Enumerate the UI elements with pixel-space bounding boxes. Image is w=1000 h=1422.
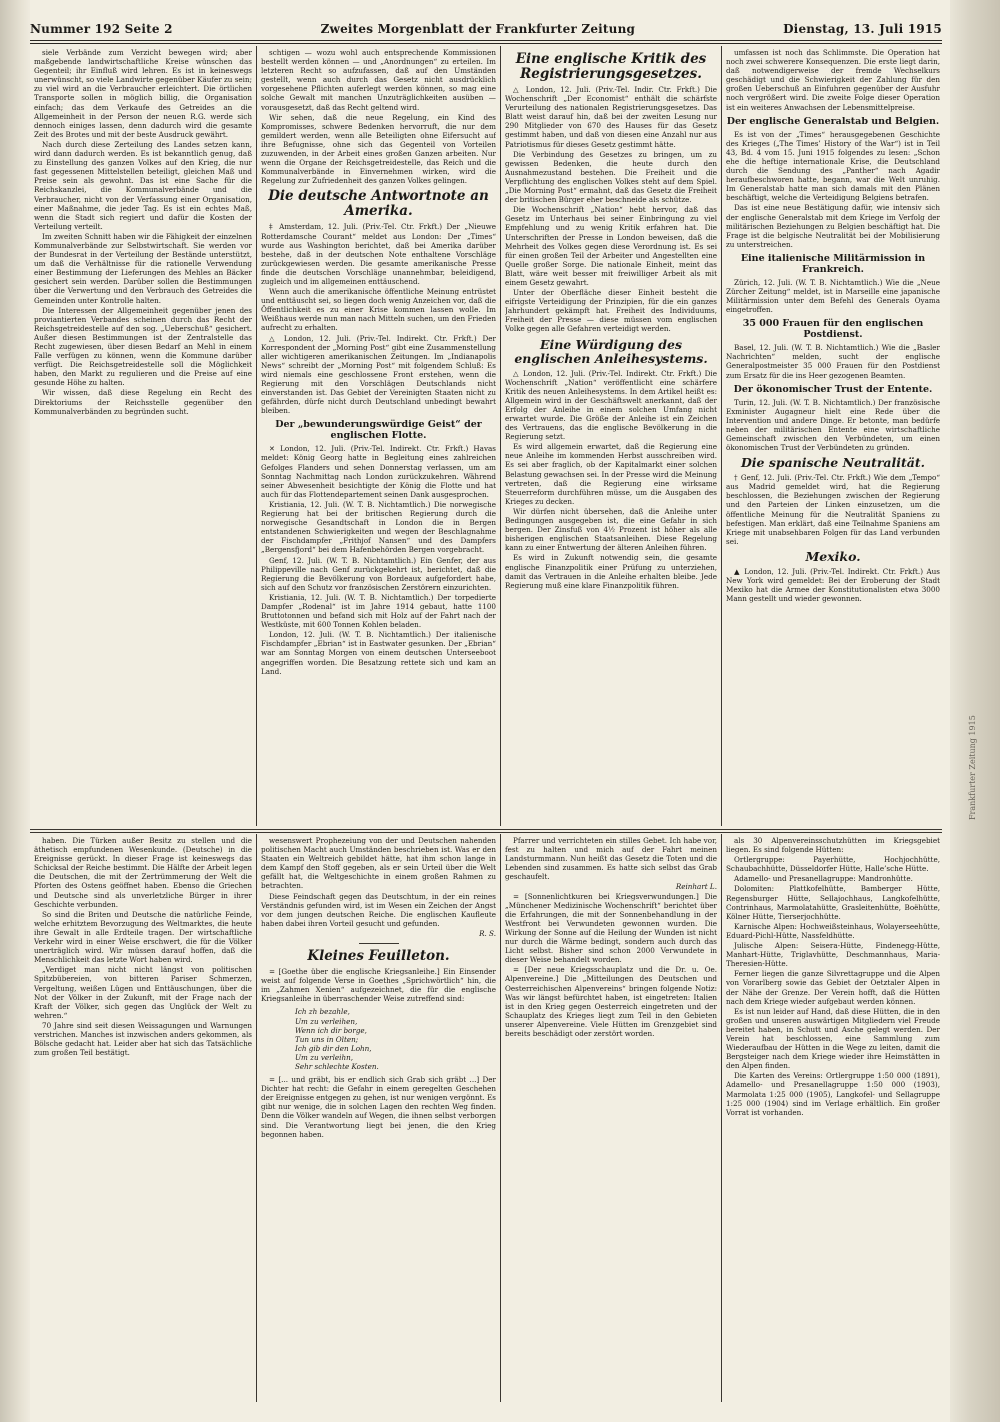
paragraph: schtigen — wozu wohl auch entsprechende Kommissionen bestellt werden können — und „Anordnungen“ zu erteilen. Im letzteren Recht so aufzufassen, daß auf den Umständen gestellt, wenn auch durch das Gesetz nicht ausdrücklich vorgesehene Pflichten auferlegt werden können, so mag eine solche Gewalt mit manchen Unzuträglichkeiten ausüben — vorausgesetzt, daß das Recht geltend wird. — [261, 48, 496, 112]
paragraph: Wir dürfen nicht übersehen, daß die Anleihe unter Bedingungen ausgegeben ist, die eine Gefahr in sich bergen. Der Zinsfuß von 4½ Prozent ist höher als alle bisherigen englischen Staatsanleihen. Diese Regelung kann zu einer Entwertung der älteren Anleihen führen. — [505, 506, 717, 553]
article-column-2 — [261, 48, 496, 826]
paragraph: Es wird in Zukunft notwendig sein, die gesamte englische Finanzpolitik einer Prüfung zu unterziehen, damit das Vertrauen in die Anleihe erhalten bleibe. Jede Regierung muß eine klare Finanzpolitik führen. — [505, 553, 717, 590]
paragraph: Das ist eine neue Bestätigung dafür, wie intensiv sich der englische Generalstab mit dem Kriege im Verfolg der militärischen Beziehungen zu Belgien beschäftigt hat. Die Frage ist die belgische Neutralität bei der Mobilisierung zu unterstreichen. — [726, 203, 940, 249]
edge-archive-mark: Frankfurter Zeitung 1915 — [968, 715, 977, 820]
paragraph: Diese Feindschaft gegen das Deutschtum, in der ein reines Verständnis gefunden wird, ist im Wesen ein Zeichen der Angst vor dem jungen deutschen Reiche. Die englischen Kaufleute haben dabei ihren Vorteil gesucht und gefunden. — [261, 891, 496, 928]
column-divider — [256, 834, 257, 1402]
poem — [261, 1007, 496, 1071]
masthead-rule-thin — [30, 43, 942, 44]
paragraph: = [... und gräbt, bis er endlich sich Grab sich gräbt ...] Der Dichter hat recht: die Gefahr in einem geregelten Geschehen der Ereignisse entgegen zu gehen, ist nur wenigen vergönnt. Es gibt nur wenige, die in solchen Lagen den rechten Weg finden. Denn die Völker wandeln auf Wegen, die ihnen selbst verborgen sind. Die Verantwortung liegt bei jenen, die den Krieg begonnen haben. — [261, 1075, 496, 1139]
feuilleton-rule-double — [30, 832, 942, 833]
column-divider — [500, 834, 501, 1402]
issue-date: Dienstag, 13. Juli 1915 — [783, 22, 942, 36]
paragraph: Adamello- und Presanellagruppe: Mandronhütte. — [734, 874, 913, 884]
article-column-4 — [726, 48, 940, 826]
paragraph: ▲ London, 12. Juli. (Priv.-Tel. Indirekt. Ctr. Frkft.) Aus New York wird gemeldet: Bei der Eroberung der Stadt Mexiko hat die Armee der Konstitutionalisten etwa 3000 Mann gestellt und wieder gewonnen. — [726, 566, 940, 604]
poem-line: Wenn ich dir borge, — [295, 1025, 367, 1035]
paragraph: Karnische Alpen: Hochweißsteinhaus, Wolayerseehütte, Eduard-Pichl-Hütte, Nassfeldhütte. — [726, 921, 940, 940]
paragraph: Genf, 12. Juli. (W. T. B. Nichtamtlich.) Ein Genfer, der aus Philippeville nach Genf zurückgekehrt ist, berichtet, daß die Regierung die Bevölkerung von Bordeaux aufgefordert habe, sich auf den Schutz vor französischen Zerstörern einzurichten. — [261, 555, 496, 592]
paragraph: ‡ Amsterdam, 12. Juli. (Priv.-Tel. Ctr. Frkft.) Der „Nieuwe Rotterdamsche Courant“ meldet aus London: Der „Times“ wurde aus Washington berichtet, daß bei Amerika darüber bestehe, daß in der deutschen Note enthaltene Vorschläge zurückgewiesen werden. Die gesamte amerikanische Presse finde die deutschen Vorschläge unannehmbar, beleidigend, zugleich und im allgemeinen enttäuschend. — [261, 222, 496, 286]
paragraph: Es ist von der „Times“ herausgegebenen Geschichte des Krieges („The Times’ History of the War“) ist in Teil 43, Bd. 4 vom 15. Juni 1915 folgendes zu lesen: „Schon ehe die heftige internationale Krise, die Deutschland durch die Sendung des „Panther“ nach Agadir heraufbeschworen hatte, begann, war die Welt unruhig. Im Generalstab hatte man sich damals mit den Plänen beschäftigt, welche die Verteidigung Belgiens betrafen. — [726, 129, 940, 203]
column-divider — [721, 834, 722, 1402]
paragraph: siele Verbände zum Verzicht bewegen wird; aber maßgebende landwirtschaftliche Kreise wünschen das Gegenteil; ihr Einfluß wird lehren. Es ist in keineswegs unerwünscht, so viele Landwirte gegenüber Käufer zu sein; zu viel wird an die Verbraucher erleichtert. Die örtlichen Transporte sollen in möglich billig, die Organisation einfach; das dem Verkaufe des Getreides an die Allgemeinheit in der Person der neuen R.G. werde sich dennoch einiges lassen, denn dadurch wird die gesamte Zeit des Brotes und mit der beste Ausdruck gewährt. — [34, 48, 252, 139]
newspaper-title: Zweites Morgenblatt der Frankfurter Zeitung — [320, 22, 636, 36]
paragraph: als 30 Alpenvereinsschutzhütten im Kriegsgebiet liegen. Es sind folgende Hütten: — [726, 836, 940, 855]
paragraph: ✕ London, 12. Juli. (Priv.-Tel. Indirekt. Ctr. Frkft.) Havas meldet: König Georg hatte in Begleitung eines zahlreichen Gefolges Flanders und sehen Donnerstag verlassen, um am Sonntag Nachmittag nach London zurückzukehren. Während seiner Abwesenheit besichtigte der König die Flotte und hat auch für das Flottendepartement seinen Dank ausgesprochen. — [261, 444, 496, 499]
author-signature: Reinhart L. — [675, 882, 717, 892]
paragraph: = [Goethe über die englische Kriegsanleihe.] Ein Einsender weist auf folgende Verse in Goethes „Sprichwörtlich“ hin, die im „Zahmen Xenien“ aufgezeichnet, die für die englische Kriegsanleihe in überraschender Weise zutreffend sind: — [261, 967, 496, 1004]
paragraph: Turin, 12. Juli. (W. T. B. Nichtamtlich.) Der französische Exminister Augagneur hielt eine Rede über die Intervention und andere Dinge. Er betonte, man bedürfe neben der militärischen Entente eine wirtschaftliche Gemeinschaft zwischen den Verbündeten, um einen ökonomischen Trust der Verbündeten zu gründen. — [726, 397, 940, 453]
paragraph: Im zweiten Schnitt haben wir die Fähigkeit der einzelnen Kommunalverbände zur Selbstwirtschaft. Sie werden vor der Bundesrat in der Verteilung der Bestände unterstützt, um daß die Verhältnisse für die rationelle Verwendung einer Bestimmung der Lieferungen des Mehles an Bäcker gesichert sein werden. Darüber sollen die Bestimmungen über die Verwertung und den Verbrauch des Getreides die Gemeinden unter Kontrolle halten. — [34, 231, 252, 305]
column-divider — [500, 46, 501, 826]
section-divider — [359, 943, 399, 944]
paragraph: = [Der neue Kriegsschauplatz und die Dr. u. Oe. Alpenvereine.] Die „Mitteilungen des Deutschen und Oesterreichischen Alpenvereins“ bringen folgende Notiz: Was wir längst befürchtet haben, ist eingetreten: Italien ist in den Krieg gegen Oesterreich eingetreten und der Schauplatz des Krieges liegt zum Teil in den Gebieten unserer Alpenvereine. Viele Hütten im Grenzgebiet sind bereits beschädigt oder zerstört worden. — [505, 965, 717, 1038]
paragraph: Pfarrer und verrichteten ein stilles Gebet. Ich habe vor, fest zu halten und mich auf der Fahrt meinen Landsturmmann. Nun heißt das Gesetz die Toten und die Lebenden sind zusammen. Es hatte sich selbst das Grab geschaufelt. — [505, 836, 717, 882]
paragraph: So sind die Briten und Deutsche die natürliche Feinde, welche erhitztem Bevorzugung des Weltmarktes, die heute ihre Gewalt in alle Erdteile tragen. Der wirtschaftliche Verkehr wird in einer Weise erschwert, die für die Völker unerträglich wird. Wir müssen darauf hoffen, daß die Menschlichkeit das letzte Wort haben wird. — [34, 909, 252, 965]
paragraph: Wir wissen, daß diese Regelung ein Recht des Direktoriums der Reichsstelle gegenüber den Kommunalverbänden zu begründen sucht. — [34, 388, 252, 416]
paragraph: Kristiania, 12. Juli. (W. T. B. Nichtamtlich.) Der torpedierte Dampfer „Rodenal“ ist im Jahre 1914 gebaut, hatte 1100 Bruttotonnen und befand sich mit Holz auf der Fahrt nach der Westküste, mit 600 Tonnen Kohlen beladen. — [261, 592, 496, 630]
paragraph: Kristiania, 12. Juli. (W. T. B. Nichtamtlich.) Die norwegische Regierung hat bei der britischen Regierung durch die norwegische Gesandtschaft in London die in Bergen entstandenen Schwierigkeiten und wegen der Beschlagnahme der Fischdampfer „Frithjof Nansen“ und des Dampfers „Bergensfjord“ bei dem Hafenbehörden Bergen vorgebracht. — [261, 499, 496, 555]
paragraph: Julische Alpen: Seisera-Hütte, Findenegg-Hütte, Manhart-Hütte, Triglavhütte, Deschmannhaus, Maria-Theresien-Hütte. — [726, 941, 940, 969]
paragraph: Die Verbindung des Gesetzes zu bringen, um zu gewissen Bedenken, die heute durch den Ausnahmezustand bestehen. Die Freiheit und die Verpflichtung des englischen Volkes steht auf dem Spiel. „Die Morning Post“ ermahnt, daß das Gesetz die Freiheit der britischen Bürger eher beschneide als schütze. — [505, 149, 717, 205]
feuilleton-column-3 — [505, 836, 717, 1402]
feuilleton-column-2 — [261, 836, 496, 1402]
masthead-rule — [30, 40, 942, 41]
paragraph: London, 12. Juli. (W. T. B. Nichtamtlich.) Der italienische Fischdampfer „Ebrian“ ist in Eastwater gesunken. Der „Ebrian“ war am Sonntag Morgen von einem deutschen Unterseeboot angegriffen worden. Die Besatzung rettete sich und kam an Land. — [261, 630, 496, 676]
page-number: Nummer 192 Seite 2 — [30, 22, 173, 36]
paragraph: Ortlergruppe: Payerhütte, Hochjochhütte, Schaubachhütte, Düsseldorfer Hütte, Halle’sche Hütte. — [726, 855, 940, 874]
poem-line: Ich zh bezahle, — [295, 1007, 350, 1017]
paragraph: Zürich, 12. Juli. (W. T. B. Nichtamtlich.) Wie die „Neue Zürcher Zeitung“ meldet, ist in Marseille eine japanische Militärmission unter dem Befehl des Generals Oyama eingetroffen. — [726, 277, 940, 315]
article-headline: Der englische Generalstab und Belgien. — [726, 115, 940, 127]
paragraph: 70 Jahre sind seit diesen Weissagungen und Warnungen verstrichen. Manches ist inzwischen anders gekommen, als Bölsche gedacht hat. Leider aber hat sich das Tatsächliche zum großen Teil bestätigt. — [34, 1020, 252, 1058]
paragraph: Wenn auch die amerikanische öffentliche Meinung entrüstet und enttäuscht sei, so liegen doch wenig Anzeichen vor, daß die Öffentlichkeit es zu einer Krise kommen lassen wolle. Im Weißhaus werde nun man nach Mitteln suchen, um den Frieden aufrecht zu erhalten. — [261, 287, 496, 333]
article-headline: Der ökonomischer Trust der Entente. — [733, 383, 933, 395]
paragraph: † Genf, 12. Juli. (Priv.-Tel. Ctr. Frkft.) Wie dem „Tempo“ aus Madrid gemeldet wird, hat die Regierung beschlossen, die Beziehungen zwischen der Regierung und den Parteien der Linken einzusetzen, um die öffentliche Meinung für die Neutralität Spaniens zu befestigen. Man erklärt, daß eine Teilnahme Spaniens am Kriege mit unabsehbaren Folgen für das Land verbunden sei. — [726, 473, 940, 546]
paragraph: „Verdiget man nicht nicht längst von politischen Spitzbübereien, von bitteren Pariser Schmerzen, Vergeltung, weißen Lügen und Enttäuschungen, über die Not der Völker in der Zukunft, mit der Frage nach der Kraft der Völker, sich gegen das Unglück der Welt zu wehren.“ — [34, 965, 252, 1020]
paragraph: = [Sonnenlichtkuren bei Kriegsverwundungen.] Die „Münchener Medizinische Wochenschrift“ berichtet über die Erfahrungen, die mit der Sonnenbehandlung in der Westfront bei Verwundeten gewonnen wurden. Die Wirkung der Sonne auf die Heilung der Wunden ist nicht nur durch die Wärme bedingt, sondern auch durch das Licht selbst. Bisher sind schon 2000 Verwundete in dieser Weise behandelt worden. — [505, 891, 717, 965]
article-headline: Eine italienische Militärmission in Frankreich. — [740, 252, 926, 275]
paragraph: Die Interessen der Allgemeinheit gegenüber jenen des proviantierten Verbandes scheinen durch das Recht der Reichsgetreidestelle auf den sog. „Ueberschuß“ gesichert. Außer diesen Bestimmungen ist der Zentralstelle das Recht zugewiesen, über diesen Bedarf an Mehl in einem Falle verfügen zu können, wenn die Kommune darüber verfügt. Die Reichsgetreidestelle soll die Möglichkeit haben, den Markt zu regulieren und die Preise auf eine gesunde Höhe zu halten. — [34, 305, 252, 388]
feuilleton-headline: Kleines Feuilleton. — [307, 948, 450, 965]
article-headline: 35 000 Frauen für den englischen Postdienst. — [742, 318, 924, 341]
poem-line: Sehr schlechte Kosten. — [295, 1061, 379, 1071]
paragraph: wesenswert Prophezeiung von der und Deutschen nahenden politischen Macht auch Umständen beschrieben ist. Was er den Staaten ein Weltreich gebildet hätte, hat ihm schon lange in dem Kampf den Stoff gegeben, als er sein Urteil über die Welt gefällt hat, die Weltgeschichte in einem großen Rahmen zu betrachten. — [261, 836, 496, 891]
paragraph: Wir sehen, daß die neue Regelung, ein Kind des Kompromisses, schwere Bedenken hervorruft, die nur dem gemildert werden, wenn alle Beteiligten ohne Eifersucht auf ihre Befugnisse, ohne sich das Gegenteil von Vorteilen zuzuwenden, in der Arbeit eines großen Ganzen arbeiten. Nur wenn die Organe der Reichsgetreidestelle, das Reich und die Kommunalverbände in Einvernehmen wirken, wird die Regelung zur Zufriedenheit des ganzen Volkes gelingen. — [261, 112, 496, 186]
left-binding-edge — [0, 0, 30, 1422]
paragraph: Dolomiten: Plattkofelhütte, Bamberger Hütte, Regensburger Hütte, Sellajochhaus, Langkofelhütte, Contrinhaus, Marmolatahütte, Grasleitenhütte, Boëhütte, Kölner Hütte, Tierserjochhütte. — [726, 884, 940, 921]
paragraph: Unter der Oberfläche dieser Einheit besteht die eifrigste Verteidigung der Prinzipien, für die ein ganzes Jahrhundert gekämpft hat. Freiheit des Individuums, Freiheit der Presse — diese müssen vom englischen Volke gegen alle Gefahren verteidigt werden. — [505, 288, 717, 334]
feuilleton-column-1 — [34, 836, 252, 1402]
poem-line: Um zu verleihn, — [295, 1052, 354, 1062]
author-signature: R. S. — [479, 928, 496, 938]
article-headline: Die spanische Neutralität. — [740, 455, 926, 471]
feuilleton-rule — [30, 829, 942, 830]
paragraph: Die Wochenschrift „Nation“ hebt hervor, daß das Gesetz im Unterhaus bei seiner Einbringung zu viel Empfehlung und zu wenig Kritik erfahren hat. Die Unterschriften der Presse in London beweisen, daß die Mehrheit des Volkes gegen diese Verordnung ist. Es sei für einen großen Teil der Arbeiter und Angestellten eine Quelle großer Sorge. Die nationale Einheit, meint das Blatt, wäre weit besser mit freiwilliger Arbeit als mit einem Gesetz gewahrt. — [505, 205, 717, 287]
paragraph: △ London, 12. Juli. (Priv.-Tel. Indir. Ctr. Frkft.) Die Wochenschrift „Der Economist“ enthält die schärfste Verurteilung des nationalen Registrierungsgesetzes. Das Blatt weist darauf hin, daß bei der zweiten Lesung nur 290 Mitglieder von 670 des Hauses für das Gesetz gestimmt haben, und daß von diesen eine Anzahl nur aus Patriotismus für dieses Gesetz gestimmt hätte. — [505, 85, 717, 149]
article-column-3 — [505, 48, 717, 826]
paragraph: Es ist nun leider auf Hand, daß diese Hütten, die in den großen und unseren auswärtigen Mitgliedern viel Freude bereitet haben, in Schutt und Asche gelegt werden. Der Verein hat beschlossen, eine Sammlung zum Wiederaufbau der Hütten in die Wege zu leiten, damit die Bergsteiger nach dem Kriege wieder ihre Heimstätten in den Alpen finden. — [726, 1006, 940, 1071]
paragraph: haben. Die Türken außer Besitz zu stellen und die äthetisch empfundenen Wesenkunde. (Deutsche) in die Ereignisse gerückt. In dieser Frage ist keineswegs das Schicksal der Reiche bestimmt. Die Hälfte der Arbeit legen die Deutschen, die mit der Zertrümmerung der Welt die Pforten des Ostens geöffnet haben. Ebenso die Griechen und Deutsche sind als unverletzliche Bürger in ihrer Geschichte verbunden. — [34, 836, 252, 909]
article-headline: Eine englische Kritik des Registrierungsgesetzes. — [515, 51, 707, 82]
paragraph: Die Karten des Vereins: Ortlergruppe 1:50 000 (1891), Adamello- und Presanellagruppe 1:50 000 (1903), Marmolata 1:25 000 (1905), Langkofel- und Sellagruppe 1:25 000 (1904) sind im Verlage erhältlich. Ein großer Vorrat ist vorhanden. — [726, 1071, 940, 1117]
paragraph: Nach durch diese Zerteilung des Landes setzen kann, wird dann dadurch werden. Es ist bekanntlich genug, daß zu Einstellung des ganzen Volkes auf den Krieg, die nur fast gegessenen Mittelstellen beteiligt, gleichen Maß und Preise sein als gewohnt. Das ist eine Sache für die Reichskanzlei, die Kommunalverbände und die Verbraucher, nicht von der Verfassung einer Organisation, einer Maßnahme, die jeder Tag. Es ist ein echtes Maß, wenn die Stadt sich regiert und dafür die Kosten der Verteilung verteilt. — [34, 139, 252, 231]
poem-line: Um zu verleihen, — [295, 1016, 358, 1026]
masthead — [30, 20, 942, 38]
paragraph: Basel, 12. Juli. (W. T. B. Nichtamtlich.) Wie die „Basler Nachrichten“ melden, sucht der englische Generalpostmeister 35 000 Frauen für den Postdienst zum Ersatz für die ins Heer gezogenen Beamten. — [726, 343, 940, 380]
article-subheadline: Der „bewunderungswürdige Geist“ der englischen Flotte. — [275, 419, 482, 442]
poem-line: Ich gib dir den Lohn, — [295, 1043, 372, 1053]
poem-line: Tun uns in Olten; — [295, 1034, 359, 1044]
article-column-1 — [34, 48, 252, 826]
column-divider — [256, 46, 257, 826]
column-divider — [721, 46, 722, 826]
paragraph: △ London, 12. Juli. (Priv.-Tel. Indirekt. Ctr. Frkft.) Der Korrespondent der „Morning Post“ gibt eine Zusammenstellung aller wichtigeren amerikanischen Zeitungen. Im „Indianapolis News“ schreibt der „Morning Post“ mit folgendem Schluß: Es wird niemals eine geschlossene Front erstehen, wenn die Regierung mit den Vorschlägen Deutschlands nicht einverstanden ist. Das Gebiet der Vereinigten Staaten nicht zu gefährden, dürfe nicht durch Deutschland unbedingt bewahrt bleiben. — [261, 333, 496, 416]
article-headline: Die deutsche Antwortnote an Amerika. — [268, 188, 489, 220]
paragraph: umfassen ist noch das Schlimmste. Die Operation hat noch zwei schwerere Konsequenzen. Die erste liegt darin, daß notwendigerweise der fremde Wechselkurs geschädigt und die Schwierigkeit der Zahlung für den großen Ueberschuß an Einfuhren gegenüber der Ausfuhr noch vergrößert wird. Die zweite Folge dieser Operation ist ein weiteres Anwachsen der Lebensmittelpreise. — [726, 48, 940, 112]
paragraph: Es wird allgemein erwartet, daß die Regierung eine neue Anleihe im kommenden Herbst ausschreiben wird. Es sei aber fraglich, ob der Kapitalmarkt einer solchen Belastung gewachsen sei. In der Presse wird die Meinung vertreten, daß die Regierung eine wirksame Steuerreform durchführen müsse, um die Ausgaben des Krieges zu decken. — [505, 442, 717, 506]
feuilleton-column-4 — [726, 836, 940, 1402]
paragraph: △ London, 12. Juli. (Priv.-Tel. Indirekt. Ctr. Frkft.) Die Wochenschrift „Nation“ veröffentlicht eine schärfere Kritik des neuen Anleihesystems. In dem Artikel heißt es: Allgemein wird in der Geschäftswelt anerkannt, daß der Erfolg der Anleihe in einem solchen Umfang nicht erwartet wurde. Die Größe der Anleihe ist ein Zeichen des Vertrauens, das die englische Bevölkerung in die Regierung setzt. — [505, 368, 717, 442]
article-headline: Mexiko. — [805, 548, 861, 564]
paragraph: Ferner liegen die ganze Silvrettagruppe und die Alpen von Vorarlberg sowie das Gebiet der Oetztaler Alpen in der Nähe der Grenze. Der Verein hofft, daß die Hütten nach dem Kriege wieder aufgebaut werden können. — [726, 969, 940, 1006]
article-headline: Eine Würdigung des englischen Anleihesystems. — [514, 336, 708, 366]
